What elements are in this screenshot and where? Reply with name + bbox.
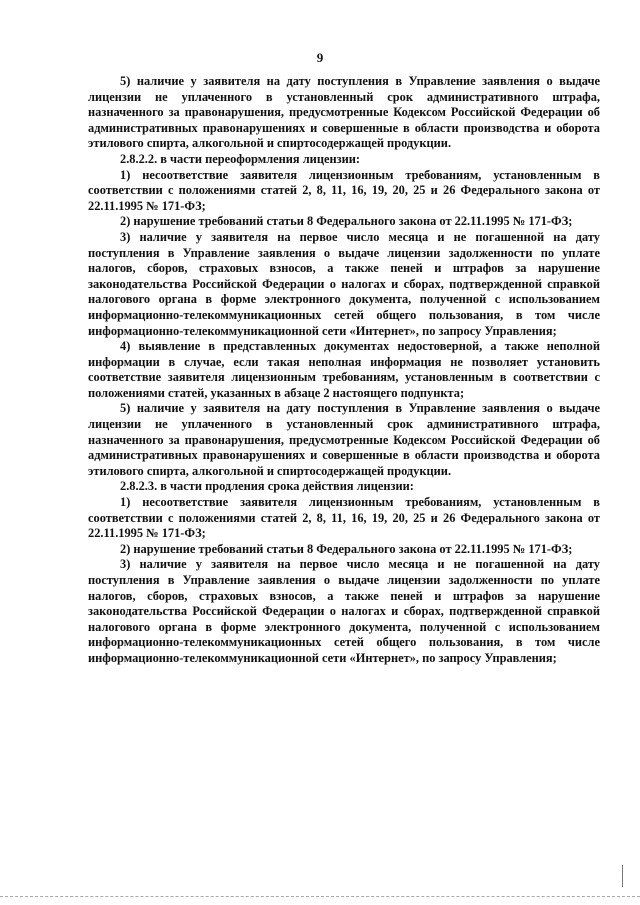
scan-edge-mark xyxy=(622,865,623,887)
paragraph-item-3-tax-debt-2: 3) наличие у заявителя на первое число месяца и не погашенной на дату поступления в Управление заявления о выдаче лицензии задолженности по уплате налогов, сборов, страховых взносов, а также пеней и штрафов за нарушение законодательства Российской Федерации о налогах и сборах, подтвержденной справкой налогового органа в форме электронного документа, полученной с использованием информационно-телекоммуникационных сетей общего пользования, в том числе информационно-телекоммуникационной сети «Интернет», по запросу Управления; xyxy=(88,557,600,665)
paragraph-item-2-violation-2: 2) нарушение требований статьи 8 Федерального закона от 22.11.1995 № 171-ФЗ; xyxy=(120,541,573,556)
paragraph-item-1-noncompliance-2: 1) несоответствие заявителя лицензионным требованиям, установленным в соответствии с положениями статей 2, 8, 11, 16, 19, 20, 25 и 26 Федерального закона от 22.11.1995 № 171-ФЗ; xyxy=(88,495,600,541)
document-body xyxy=(88,74,600,667)
paragraph-item-5-fine-2: 5) наличие у заявителя на дату поступления в Управление заявления о выдаче лицензии не уплаченного в установленный срок административного штрафа, назначенного за правонарушения, предусмотренные Кодексом Российской Федерации об административных правонарушениях и совершенные в области производства и оборота этилового спирта, алкогольной и спиртосодержащей продукции. xyxy=(88,401,600,478)
scan-bottom-edge xyxy=(0,896,640,897)
paragraph-item-1-noncompliance: 1) несоответствие заявителя лицензионным требованиям, установленным в соответствии с положениями статей 2, 8, 11, 16, 19, 20, 25 и 26 Федерального закона от 22.11.1995 № 171-ФЗ; xyxy=(88,167,600,213)
paragraph-item-5-fine: 5) наличие у заявителя на дату поступления в Управление заявления о выдаче лицензии не уплаченного в установленный срок административного штрафа, назначенного за правонарушения, предусмотренные Кодексом Российской Федерации об административных правонарушениях и совершенные в области производства и оборота этилового спирта, алкогольной и спиртосодержащей продукции. xyxy=(88,74,600,151)
paragraph-item-3-tax-debt: 3) наличие у заявителя на первое число месяца и не погашенной на дату поступления в Управление заявления о выдаче лицензии задолженности по уплате налогов, сборов, страховых взносов, а также пеней и штрафов за нарушение законодательства Российской Федерации о налогах и сборах, подтвержденной справкой налогового органа в форме электронного документа, полученной с использованием информационно-телекоммуникационных сетей общего пользования, в том числе информационно-телекоммуникационной сети «Интернет», по запросу Управления; xyxy=(88,229,600,338)
section-heading-2-8-2-3: 2.8.2.3. в части продления срока действия лицензии: xyxy=(120,479,414,494)
section-heading-2-8-2-2: 2.8.2.2. в части переоформления лицензии: xyxy=(120,151,360,166)
paragraph-item-4-unreliable-info: 4) выявление в представленных документах недостоверной, а также неполной информации в случае, если такая неполная информация не позволяет установить соответствие заявителя лицензионным требованиям, установленным в соответствии с положениями статей, указанных в абзаце 2 настоящего подпункта; xyxy=(88,339,600,400)
page-number: 9 xyxy=(316,50,324,65)
paragraph-item-2-violation: 2) нарушение требований статьи 8 Федерального закона от 22.11.1995 № 171-ФЗ; xyxy=(120,214,573,229)
